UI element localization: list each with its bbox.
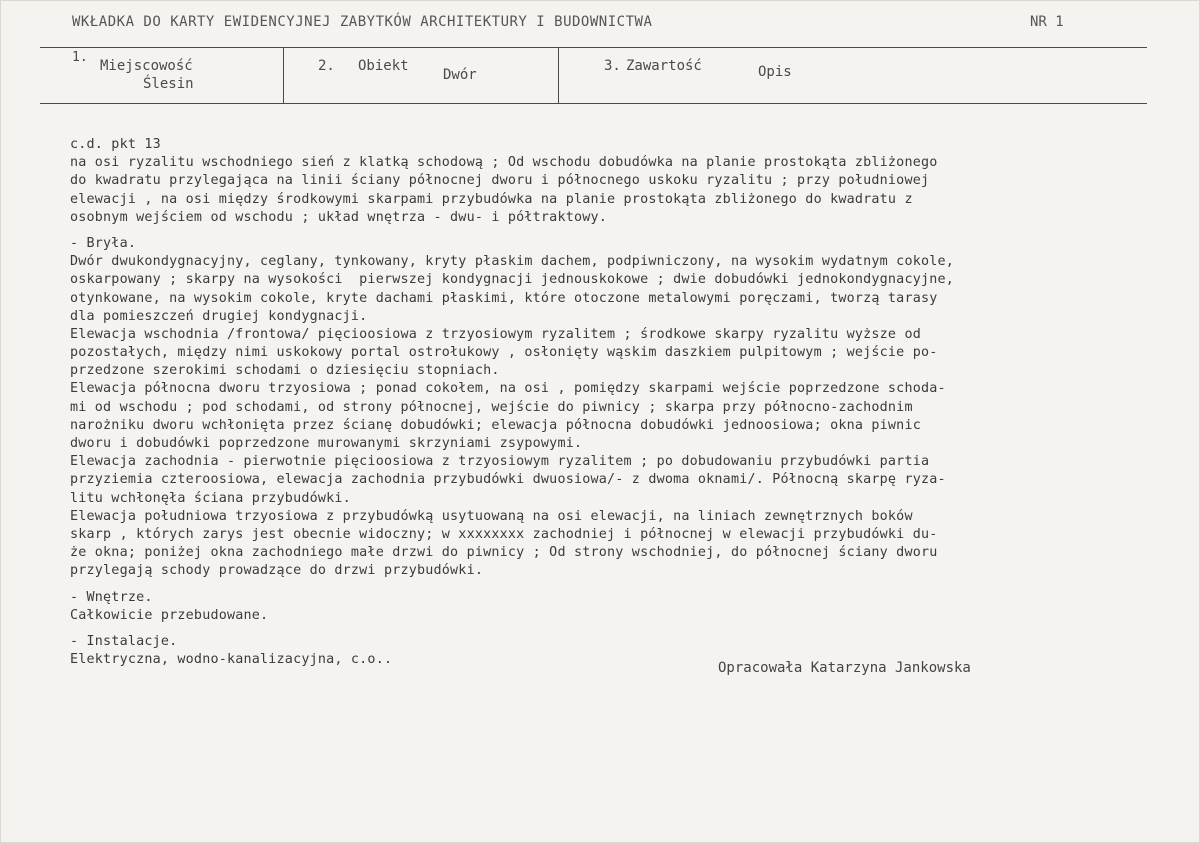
text-line: - Instalacje. [70,633,178,649]
field-number-zawartosc: 3. [604,58,621,74]
text-line: Dwór dwukondygnacyjny, ceglany, tynkowany, kryty płaskim dachem, podpiwniczony, na wysokim wydatnym cokole, [70,254,955,270]
field-value-obiekt: Dwór [443,67,477,83]
field-divider [558,47,559,104]
header-rule-bottom [40,103,1147,104]
description-body [70,136,1190,669]
text-line: dla pomieszczeń drugiej kondygnacji. [70,308,368,324]
text-line: że okna; poniżej okna zachodniego małe drzwi do piwnicy ; Od strony wschodniej, do północnej ściany dworu [70,545,938,561]
text-line: Całkowicie przebudowane. [70,607,269,623]
paragraph-gap [70,581,1190,589]
card-number: NR 1 [1030,14,1064,30]
text-line: narożniku dworu wchłonięta przez ścianę dobudówki; elewacja północna dobudówki jednoosiowa; okna piwnic [70,417,921,433]
text-line: Elewacja północna dworu trzyosiowa ; ponad cokołem, na osi , pomiędzy skarpami wejście poprzedzone schoda- [70,381,946,397]
field-value-miejscowosc: Ślesin [143,76,194,92]
field-number-miejscowosc: 1. [72,50,88,65]
field-value-zawartosc: Opis [758,64,792,80]
text-line: przylegają schody prowadzące do drzwi przybudówki. [70,563,484,579]
field-divider [283,47,284,104]
text-line: na osi ryzalitu wschodniego sień z klatką schodową ; Od wschodu dobudówka na planie prostokąta zbliżonego [70,155,938,171]
field-label-obiekt: Obiekt [358,58,409,74]
text-line: otynkowane, na wysokim cokole, kryte dachami płaskimi, które otoczone metalowymi poręczami, tworzą tarasy [70,290,938,306]
text-line: Elektryczna, wodno-kanalizacyjna, c.o.. [70,652,393,668]
text-line: dworu i dobudówki poprzedzone murowanymi skrzyniami zsypowymi. [70,436,583,451]
author-signature-line: Opracowała Katarzyna Jankowska [718,660,971,676]
text-line: osobnym wejściem od wschodu ; układ wnętrza - dwu- i półtraktowy. [70,209,608,225]
header-rule-top [40,47,1147,48]
paragraph-gap [70,227,1190,235]
text-line: c.d. pkt 13 [70,137,161,152]
text-line: Elewacja południowa trzyosiowa z przybudówką usytuowaną na osi elewacji, na liniach zewnętrznych boków [70,508,913,524]
text-line: mi od wschodu ; pod schodami, od strony północnej, wejście do piwnicy ; skarpa przy północno-zachodnim [70,399,913,415]
text-line: - Wnętrze. [70,589,153,605]
text-line: pozostałych, między nimi uskokowy portal ostrołukowy , osłonięty wąskim daszkiem pulpitowym ; wejście po- [70,345,938,361]
text-line: Elewacja zachodnia - pierwotnie pięcioosiowa z trzyosiowym ryzalitem ; po dobudowaniu przybudówki partia [70,454,930,470]
text-line: przedzone szerokimi schodami o dziesięciu stopniach. [70,363,500,379]
field-number-obiekt: 2. [318,58,335,74]
text-line: oskarpowany ; skarpy na wysokości pierwszej kondygnacji jednouskokowe ; dwie dobudówki jednokondygnacyjne, [70,272,955,288]
card-title: WKŁADKA DO KARTY EWIDENCYJNEJ ZABYTKÓW ARCHITEKTURY I BUDOWNICTWA [72,14,653,30]
text-line: elewacji , na osi między środkowymi skarpami przybudówka na planie prostokąta zbliżonego do kwadratu z [70,191,913,207]
text-line: - Bryła. [70,235,137,251]
text-line: Elewacja wschodnia /frontowa/ pięcioosiowa z trzyosiowym ryzalitem ; środkowe skarpy ryzalitu wyższe od [70,326,921,342]
field-label-zawartosc: Zawartość [626,58,702,74]
text-line: skarp , których zarys jest obecnie widoczny; w xxxxxxxx zachodniej i północnej w elewacji przybudówki du- [70,526,938,542]
text-line: do kwadratu przylegająca na linii ściany północnej dworu i północnego uskoku ryzalitu ; przy południowej [70,173,930,189]
text-line: litu wchłonęła ściana przybudówki. [70,490,351,506]
text-line: przyziemia czteroosiowa, elewacja zachodnia przybudówki dwuosiowa/- z dwoma oknami/. Północną skarpę ryza- [70,472,946,488]
field-label-miejscowosc: Miejscowość [100,58,193,74]
paragraph-gap [70,625,1190,633]
